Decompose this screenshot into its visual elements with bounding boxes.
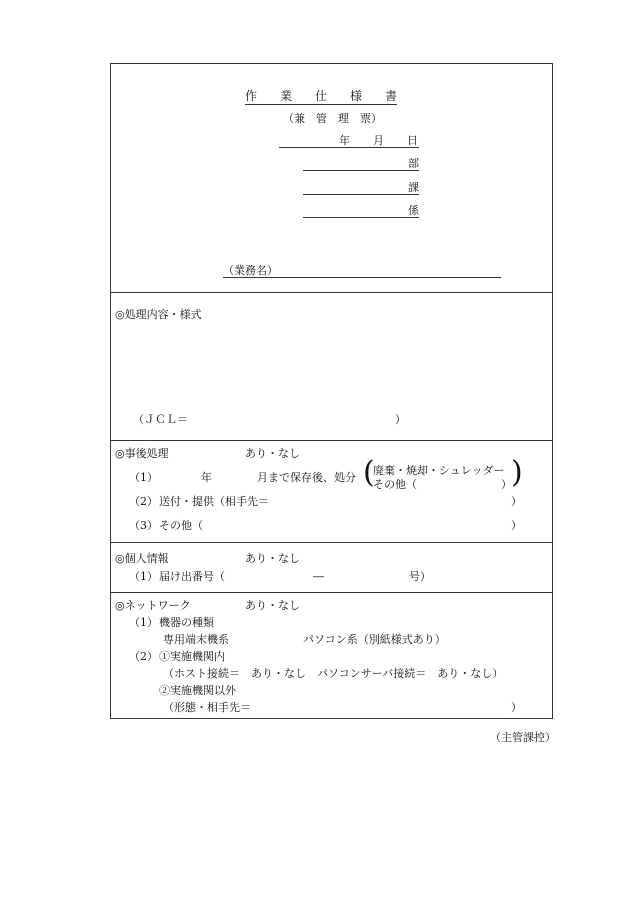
pi-item1-text: 届け出番号（ — [159, 570, 225, 583]
title-char: 仕 — [315, 89, 328, 103]
post-processing-option: あり・なし — [245, 447, 300, 460]
brace-open: ( — [363, 455, 375, 490]
processing-section — [111, 292, 552, 440]
unit-line — [303, 204, 419, 218]
terminal-label: 専用端末機系 — [163, 633, 229, 646]
disposal-other: その他（ — [373, 478, 417, 491]
personal-info-section — [111, 542, 552, 592]
brace-close: ) — [511, 455, 523, 490]
personal-info-option: あり・なし — [245, 552, 300, 565]
net-item1-num: （1） — [129, 616, 158, 629]
year-label: 年 — [339, 134, 350, 147]
pi-item1-dash: ― — [313, 570, 324, 583]
jcl-close: ） — [395, 413, 406, 426]
title-char: 書 — [385, 89, 398, 103]
disposal-other-close: ） — [501, 478, 512, 491]
day-label: 日 — [407, 134, 418, 147]
network-heading: ◎ネットワーク — [115, 599, 191, 612]
month-label: 月 — [373, 134, 384, 147]
task-name-line — [223, 264, 501, 278]
unit-label: 係 — [408, 204, 419, 217]
disposal-methods: 廃棄・焼却・シュレッダー — [373, 464, 505, 477]
pi-item1-num: （1） — [129, 570, 158, 583]
item3-text: その他（ — [159, 519, 203, 532]
document-title — [245, 90, 397, 105]
title-char: 業 — [280, 89, 293, 103]
post-processing-section — [111, 440, 552, 542]
jcl-open: （ＪＣＬ＝ — [133, 413, 188, 426]
document-subtitle: （兼 管 理 票） — [283, 112, 382, 125]
item2-close: ） — [511, 495, 522, 508]
post-processing-heading: ◎事後処理 — [115, 447, 169, 460]
task-name-label: （業務名） — [223, 264, 278, 277]
pc-label: パソコン系（別紙様式あり） — [303, 633, 446, 646]
date-line — [279, 134, 419, 148]
section-label: 課 — [408, 181, 419, 194]
network-section — [111, 592, 552, 719]
item2-num: （2） — [129, 495, 158, 508]
section-line — [303, 181, 419, 195]
network-option: あり・なし — [245, 599, 300, 612]
outside-label: ②実施機関以外 — [159, 684, 236, 697]
item2-text: 送付・提供（相手先＝ — [159, 495, 269, 508]
dept-line — [303, 157, 419, 171]
form-frame — [110, 63, 553, 719]
form-label: （形態・相手先＝ — [163, 701, 251, 714]
net-item1-text: 機器の種類 — [159, 616, 214, 629]
connection-label: （ホスト接続＝ あり・なし パソコンサーバ接続＝ あり・なし） — [163, 667, 504, 680]
dept-label: 部 — [408, 157, 419, 170]
pi-item1-close: 号） — [409, 570, 431, 583]
item3-close: ） — [511, 519, 522, 532]
form-close: ） — [511, 701, 522, 714]
item1-num: （1） — [129, 471, 158, 484]
processing-heading: ◎処理内容・様式 — [115, 308, 202, 321]
control-footer: （主管課控） — [490, 731, 556, 744]
item3-num: （3） — [129, 519, 158, 532]
personal-info-heading: ◎個人情報 — [115, 552, 169, 565]
title-char: 様 — [350, 89, 363, 103]
item1-text: 月まで保存後、処分 — [257, 471, 356, 484]
net-item2-num: （2） — [129, 650, 158, 663]
net-item2-text: ①実施機関内 — [159, 650, 225, 663]
item1-year: 年 — [201, 471, 212, 484]
title-char: 作 — [245, 89, 258, 103]
